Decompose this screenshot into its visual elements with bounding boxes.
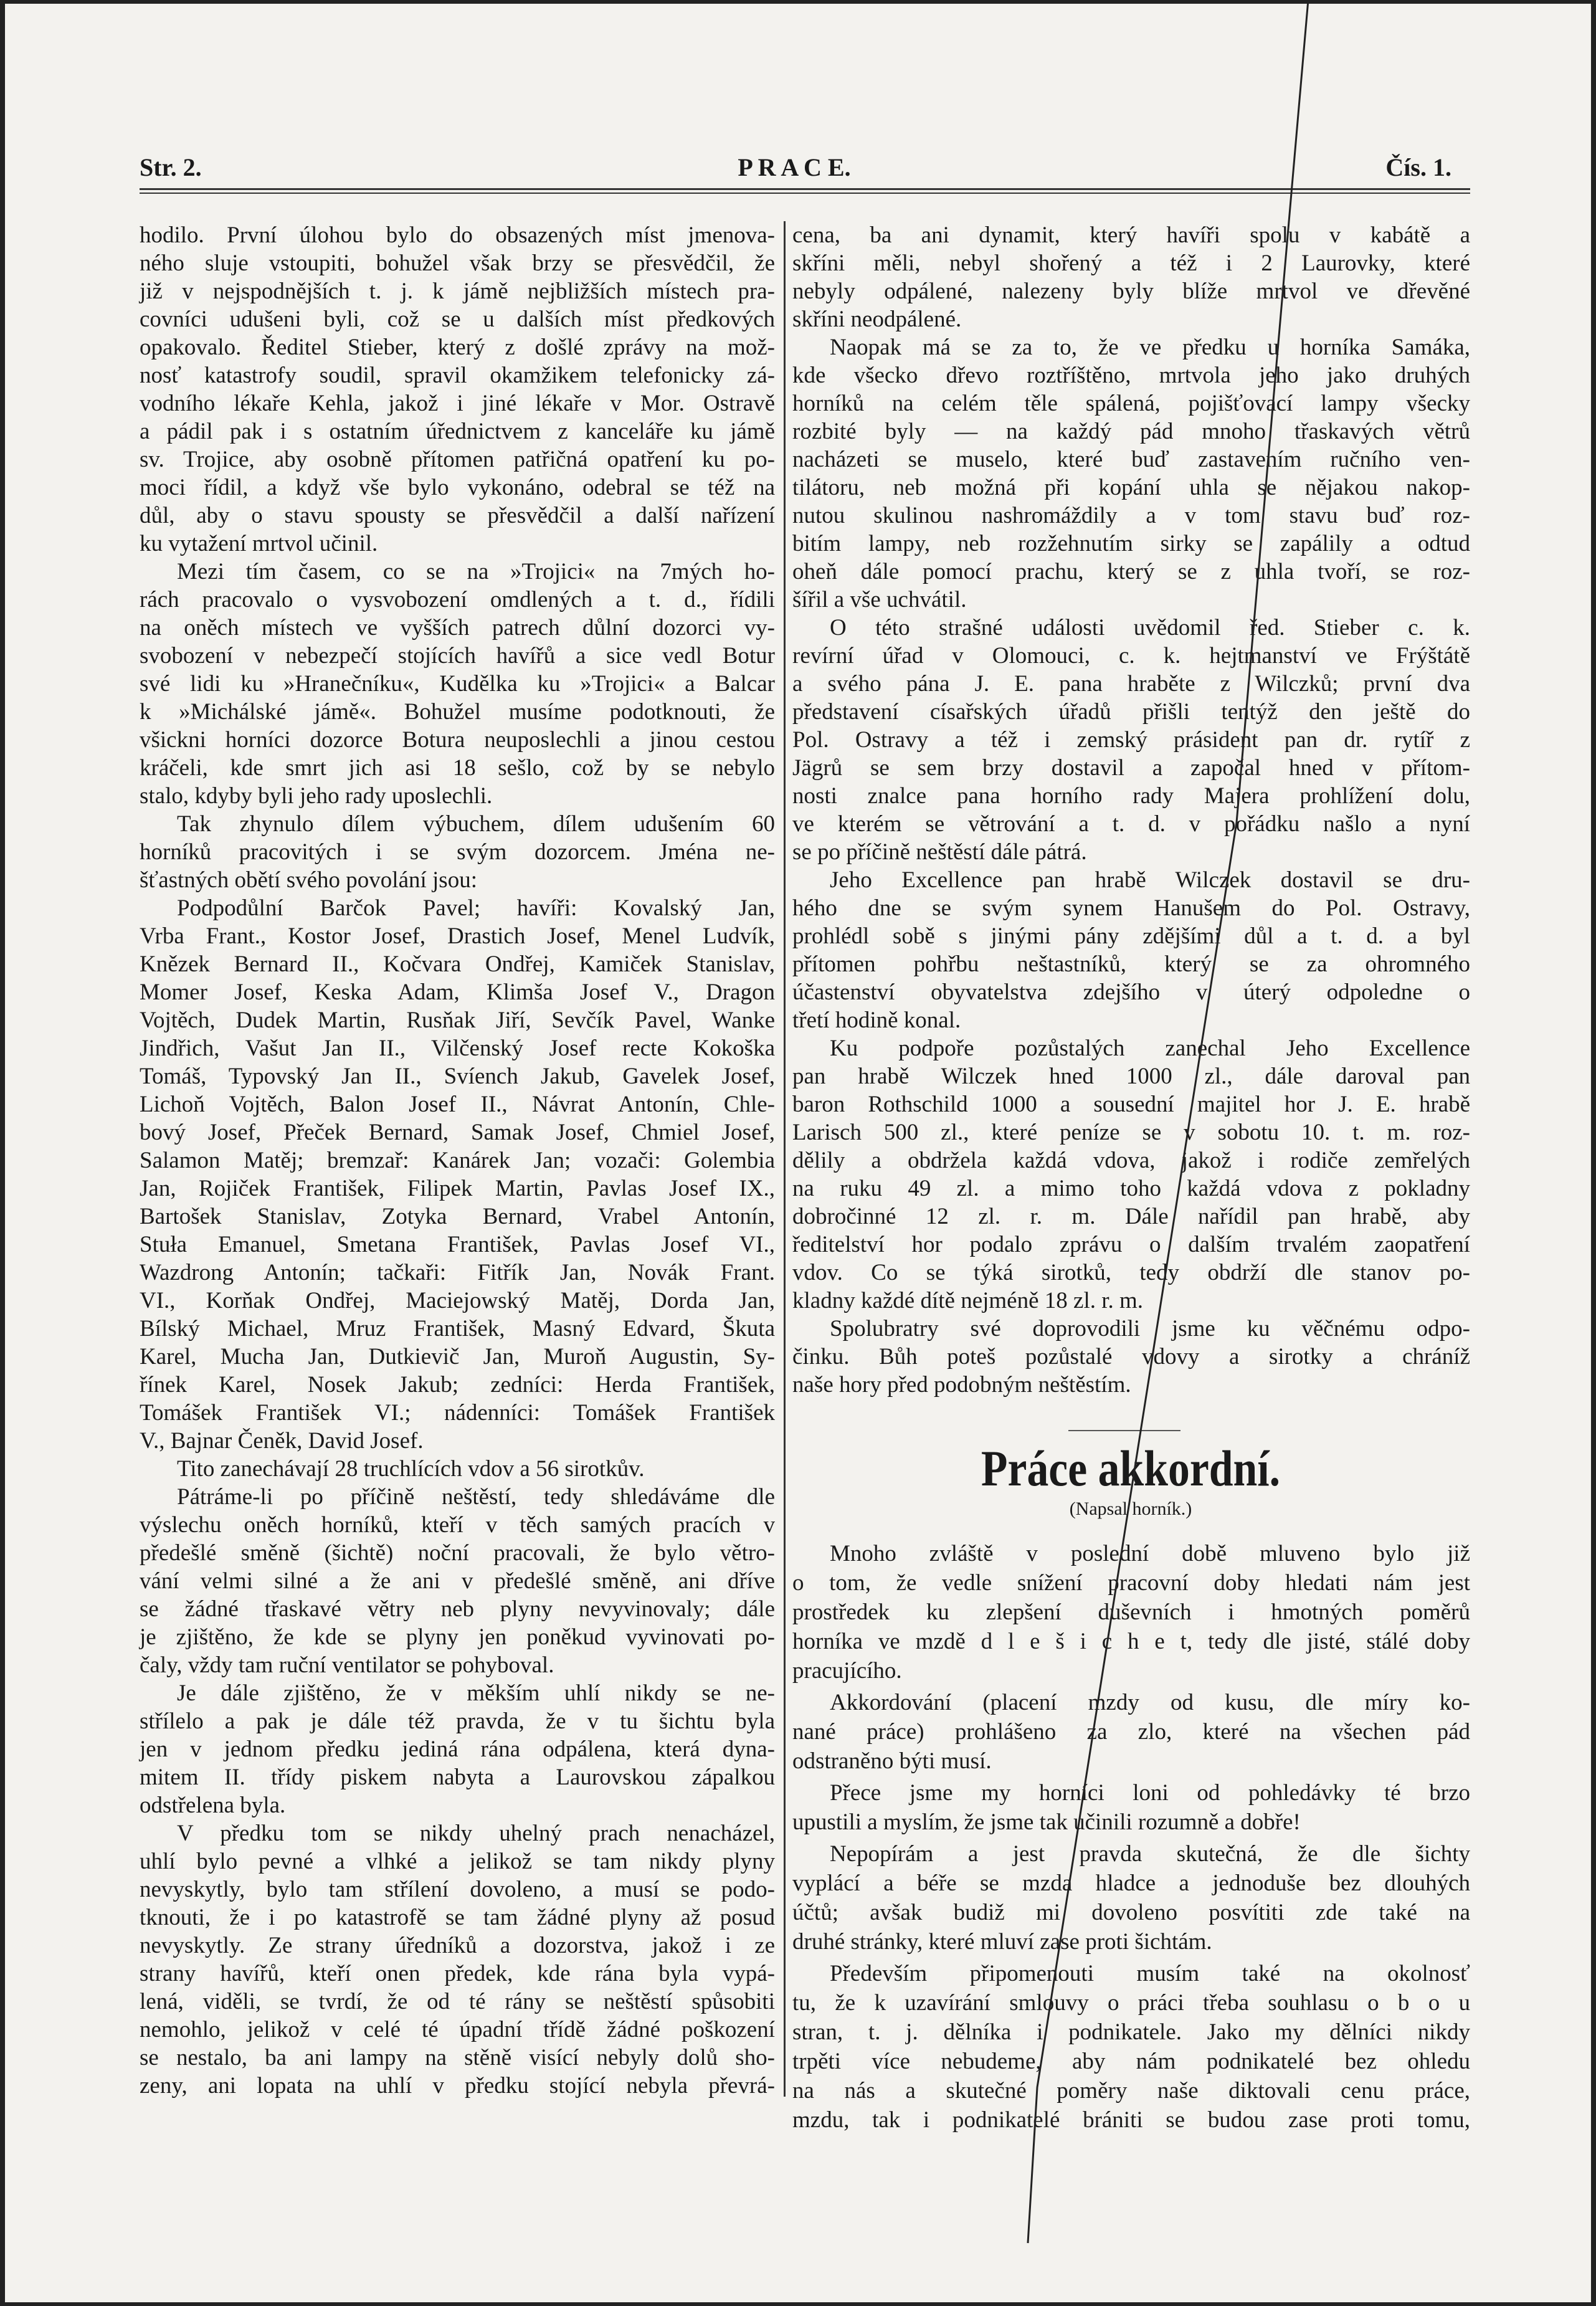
text-line: mzdu, tak i podnikatelé brániti se budou zase proti tomu, <box>792 2107 1470 2133</box>
text-line: prohlédl sobě s jinými pány zdějšími důl a t. d. a byl <box>792 923 1470 949</box>
text-line: cena, ba ani dynamit, který havíři spolu v kabátě a <box>792 222 1470 248</box>
text-line: V., Bajnar Čeněk, David Josef. <box>140 1428 424 1454</box>
text-line: hodilo. První úlohou bylo do obsazených míst jmenova- <box>140 222 775 248</box>
text-line: vání velmi silné a že ani v předešlé směně, ani dříve <box>140 1568 775 1594</box>
text-line: o tom, že vedle snížení pracovní doby hledati nám jest <box>792 1570 1470 1596</box>
text-line: baron Rothschild 1000 a sousední majitel hor J. E. hrabě <box>792 1092 1470 1117</box>
text-line: předešlé směně (šichtě) noční pracovali, že bylo větro- <box>140 1540 775 1566</box>
text-line: uhlí bylo pevné a vlhké a jelikož se tam nikdy plyny <box>140 1849 775 1874</box>
text-line: odstřelena byla. <box>140 1793 286 1818</box>
text-line: Přece jsme my horníci loni od pohledávky té brzo <box>830 1780 1470 1806</box>
text-line: nané práce) prohlášeno za zlo, které na všechen pád <box>792 1719 1470 1745</box>
text-line: šířil a vše uchvátil. <box>792 587 967 612</box>
text-line: bový Josef, Přeček Bernard, Samak Josef, Chmiel Josef, <box>140 1120 775 1145</box>
article-title: Práce akkordní. <box>981 1440 1281 1497</box>
text-line: se žádné třaskavé větry neb plyny nevyvinovaly; dále <box>140 1596 775 1622</box>
text-line: vdov. Co se týká sirotků, tedy obdrží dle stanov po- <box>792 1260 1470 1285</box>
text-line: Tomáš, Typovský Jan II., Svíench Jakub, Gavelek Josef, <box>140 1064 775 1089</box>
text-line: upustili a myslím, že jsme tak učinili rozumně a dobře! <box>792 1809 1301 1835</box>
text-line: Momer Josef, Keska Adam, Klimša Josef V., Dragon <box>140 979 775 1005</box>
text-line: Akkordování (placení mzdy od kusu, dle míry ko- <box>830 1690 1470 1715</box>
text-line: ředitelství hor podalo zprávu o dalším trvalém zaopatření <box>792 1232 1470 1257</box>
text-line: nevyskytly, bylo tam střílení dovoleno, a musí se podo- <box>140 1877 775 1902</box>
text-line: na oněch místech ve vyšších patrech důlní dozorci vy- <box>140 615 775 641</box>
text-line: Nepopírám a jest pravda skutečná, že dle šichty <box>830 1841 1470 1867</box>
text-line: bitím lampy, neb rozžehnutím sirky se zapálily a odtud <box>792 531 1470 556</box>
text-line: covníci udušeni byli, což se u dalších míst předkových <box>140 307 775 332</box>
text-line: horníků na celém těle spálená, pojišťovací lampy všecky <box>792 391 1470 416</box>
text-line: Salamon Matěj; bremzař: Kanárek Jan; vozači: Golembia <box>140 1148 775 1173</box>
text-line: Pol. Ostravy a též i zemský prásident pan dr. rytíř z <box>792 727 1470 753</box>
text-line: Jindřich, Vašut Jan II., Vilčenský Josef recte Kokoška <box>140 1036 775 1061</box>
text-line: Wazdrong Antonín; tačkaři: Fitřík Jan, Novák Frant. <box>140 1260 775 1285</box>
text-line: nosť katastrofy soudil, spravil okamžikem telefonicky zá- <box>140 363 775 388</box>
text-line: Bartošek Stanislav, Zotyka Bernard, Vrabel Antonín, <box>140 1204 775 1229</box>
text-line: Vojtěch, Dudek Martin, Rusňak Jiří, Sevčík Pavel, Wanke <box>140 1008 775 1033</box>
text-line: Pátráme-li po příčině neštěstí, tedy shledáváme dle <box>177 1484 775 1510</box>
text-line: strany havířů, kteří onen předek, kde rána byla vypá- <box>140 1961 775 1986</box>
text-line: se po příčině neštěstí dále pátrá. <box>792 839 1087 865</box>
text-line: VI., Korňak Ondřej, Maciejowský Matěj, Dorda Jan, <box>140 1288 775 1313</box>
text-line: Jägrů se sem brzy dostavil a započal hned v přítom- <box>792 755 1470 781</box>
text-line: Mezi tím časem, co se na »Trojici« na 7mých ho- <box>177 559 775 584</box>
text-line: ku vytažení mrtvol učinil. <box>140 531 378 556</box>
text-line: pracujícího. <box>792 1658 902 1684</box>
text-line: Tak zhynulo dílem výbuchem, dílem udušením 60 <box>177 811 775 837</box>
text-line: O této strašné události uvědomil řed. Stieber c. k. <box>830 615 1470 641</box>
text-line: stran, t. j. dělníka i podnikatele. Jako my dělníci nikdy <box>792 2019 1470 2045</box>
text-line: naše hory před podobným neštěstím. <box>792 1372 1131 1398</box>
text-line: Především připomenouti musím také na okolnosť <box>830 1961 1470 1986</box>
text-line: stalo, kdyby byli jeho rady uposlechli. <box>140 783 493 809</box>
text-line: Lichoň Vojtěch, Balon Josef II., Návrat Antonín, Chle- <box>140 1092 775 1117</box>
newspaper-title: P R A C E. <box>738 153 851 181</box>
text-line: Tomášek František VI.; nádenníci: Tomášek František <box>140 1400 775 1426</box>
text-line: odstraněno býti musí. <box>792 1748 992 1774</box>
text-line: a pádil pak i s ostatním úřednictvem z kanceláře ku jámě <box>140 419 775 444</box>
text-line: Mnoho zvláště v poslední době mluveno bylo již <box>830 1541 1470 1566</box>
text-line: Podpodůlní Barčok Pavel; havíři: Kovalský Jan, <box>177 895 775 921</box>
text-line: rách pracovalo o vysvobození omdlených a t. d., řídili <box>140 587 775 612</box>
text-line: oheň dále pomocí prachu, který se z uhla tvoří, se roz- <box>792 559 1470 584</box>
text-line: tilátoru, neb možná při kopání uhla se nějakou nakop- <box>792 475 1470 500</box>
text-line: Bílský Michael, Mruz František, Masný Edvard, Škuta <box>140 1316 775 1341</box>
text-line: dobročinné 12 zl. r. m. Dále nařídil pan hrabě, aby <box>792 1204 1470 1229</box>
text-line: své lidi ku »Hranečníku«, Kudělka ku »Trojici« a Balcar <box>140 671 775 697</box>
article-byline: (Napsal horník.) <box>1069 1498 1192 1519</box>
text-line: Larisch 500 zl., které peníze se v sobotu 10. t. m. roz- <box>792 1120 1470 1145</box>
text-line: je zjištěno, že kde se plyny jen poněkud vyvinovati po- <box>140 1624 775 1650</box>
text-line: k »Michálské jámě«. Bohužel musíme podotknouti, že <box>140 699 775 725</box>
text-line: rozbité byly — na každý pád mnoho třaskavých větrů <box>792 419 1470 444</box>
text-line: Naopak má se za to, že ve předku u horníka Samáka, <box>830 335 1470 360</box>
text-line: horníka ve mzdě d l e š i c h e t, tedy dle jisté, stálé doby <box>792 1629 1470 1654</box>
text-line: lená, viděli, se tvrdí, že od té rány se neštěstí spůsobiti <box>140 1989 775 2014</box>
text-line: svobození v nebezpečí stojících havířů a sice vedl Botur <box>140 643 775 669</box>
text-line: nutou skulinou nashromáždily a v tom stavu buď roz- <box>792 503 1470 528</box>
text-line: na ruku 49 zl. a mimo toho každá vdova z pokladny <box>792 1176 1470 1201</box>
text-line: hého dne se svým synem Hanušem do Pol. Ostravy, <box>792 895 1470 921</box>
text-line: Jan, Rojiček František, Filipek Martin, Pavlas Josef IX., <box>140 1176 775 1201</box>
text-line: zeny, ani lopata na uhlí v předku stojící nebyla převrá- <box>140 2073 775 2099</box>
text-line: přítomen pohřbu neštastníků, který se za ohromného <box>792 951 1470 977</box>
text-line: tu, že k uzavírání smlouvy o práci třeba souhlasu o b o u <box>792 1990 1470 2016</box>
text-line: nosti znalce pana horního rady Majera prohlížení dolu, <box>792 783 1470 809</box>
text-line: Vrba Frant., Kostor Josef, Drastich Josef, Menel Ludvík, <box>140 923 775 949</box>
text-line: nevyskytly. Ze strany úředníků a dozorstva, jakož i ze <box>140 1933 775 1958</box>
text-line: vyplácí a béře se mzda hladce a jednoduše bez dlouhých <box>792 1870 1470 1896</box>
text-line: výslechu oněch horníků, kteří v těch samých pracích v <box>140 1512 775 1538</box>
text-line: tknouti, že i po katastrofě se tam žádné plyny až posud <box>140 1905 775 1930</box>
text-line: sv. Trojice, aby osobně přítomen patřičná opatření ku po- <box>140 447 775 472</box>
text-line: revírní úřad v Olomouci, c. k. hejtmanství ve Frýštátě <box>792 643 1470 669</box>
text-line: Karel, Mucha Jan, Dutkievič Jan, Muroň Augustin, Sy- <box>140 1344 775 1370</box>
text-line: jen v jednom předku jediná rána odpálena, která dyna- <box>140 1737 775 1762</box>
text-line: Tito zanechávají 28 truchlících vdov a 56 sirotkův. <box>177 1456 645 1482</box>
text-line: činku. Bůh poteš pozůstalé vdovy a sirotky a chráníž <box>792 1344 1470 1370</box>
text-line: opakovalo. Ředitel Stieber, který z došlé zprávy na mož- <box>140 335 775 360</box>
text-line: řínek Karel, Nosek Jakub; zedníci: Herda František, <box>140 1372 775 1398</box>
text-line: nebyly odpálené, nalezeny byly blíže mrtvol ve dřevěné <box>792 279 1470 304</box>
text-line: Ku podpoře pozůstalých zanechal Jeho Excellence <box>830 1036 1470 1061</box>
text-line: moci řídil, a když vše bylo vykonáno, odebral se též na <box>140 475 775 500</box>
text-line: a svého pána J. E. pana hraběte z Wilczků; první dva <box>792 671 1470 697</box>
text-line: horníků pracovitých i se svým dozorcem. Jména ne- <box>140 839 775 865</box>
issue-number: Čís. 1. <box>1385 153 1451 181</box>
text-line: skříni měli, nebyl shořený a též i 2 Laurovky, které <box>792 250 1470 276</box>
text-line: skříni neodpálené. <box>792 307 962 332</box>
text-line: důl, aby o stavu spousty se přesvědčil a další nařízení <box>140 503 775 528</box>
text-line: třetí hodině konal. <box>792 1008 961 1033</box>
text-line: čaly, vždy tam ruční ventilator se pohyboval. <box>140 1652 554 1678</box>
text-line: již v nejspodnějších t. j. k jámě nejbližších místech pra- <box>140 279 775 304</box>
text-line: účastenství obyvatelstva zdejšího v úterý odpoledne o <box>792 979 1470 1005</box>
text-line: na nás a skutečné poměry naše diktovali cenu práce, <box>792 2078 1470 2104</box>
text-line: Stuła Emanuel, Smetana František, Pavlas Josef VI., <box>140 1232 775 1257</box>
text-line: druhé stránky, které mluví zase proti šichtám. <box>792 1929 1212 1955</box>
text-line: šťastných obětí svého povolání jsou: <box>140 867 477 893</box>
text-line: nacházeti se muselo, které buď zastavením ručního ven- <box>792 447 1470 472</box>
text-line: všickni horníci dozorce Botura neuposlechli a jinou cestou <box>140 727 775 753</box>
text-line: účtů; avšak budiž mi dovoleno posvítiti zde také na <box>792 1900 1470 1925</box>
text-line: prostředek ku zlepšení duševních i hmotných poměrů <box>792 1599 1470 1625</box>
text-line: kladny každé dítě nejméně 18 zl. r. m. <box>792 1288 1144 1313</box>
text-line: vodního lékaře Kehla, jakož i jiné lékaře v Mor. Ostravě <box>140 391 775 416</box>
text-line: Je dále zjištěno, že v měkším uhlí nikdy se ne- <box>177 1680 775 1706</box>
text-line: mitem II. třídy piskem nabyta a Laurovskou zápalkou <box>140 1765 775 1790</box>
text-line: Knězek Bernard II., Kočvara Ondřej, Kamiček Stanislav, <box>140 951 775 977</box>
text-line: Jeho Excellence pan hrabě Wilczek dostavil se dru- <box>830 867 1470 893</box>
text-line: se nestalo, ba ani lampy na stěně visící nebyly dolů sho- <box>140 2045 775 2070</box>
text-line: pan hrabě Wilczek hned 1000 zl., dále daroval pan <box>792 1064 1470 1089</box>
text-line: ve kterém se větrování a t. d. v pořádku našlo a nyní <box>792 811 1470 837</box>
text-line: kde všecko dřevo roztříštěno, mrtvola jeho jako druhých <box>792 363 1470 388</box>
text-line: trpěti více nebudeme, aby nám podnikatelé bez ohledu <box>792 2049 1470 2074</box>
text-line: Spolubratry své doprovodili jsme ku věčnému odpo- <box>830 1316 1470 1341</box>
page-number: Str. 2. <box>140 153 202 181</box>
text-line: nemohlo, jelikož v celé té úpadní třídě žádné poškození <box>140 2017 775 2042</box>
text-line: V předku tom se nikdy uhelný prach nenacházel, <box>177 1821 775 1846</box>
text-line: střílelo a pak je dále též pravda, že v tu šichtu byla <box>140 1708 775 1734</box>
text-line: dělily a obdržela každá vdova, jakož i rodiče zemřelých <box>792 1148 1470 1173</box>
text-line: představení císařských úřadů přišli tentýž den ještě do <box>792 699 1470 725</box>
text-line: ného sluje vstoupiti, bohužel však brzy se přesvědčil, že <box>140 250 775 276</box>
text-line: kráčeli, kde smrt jich asi 18 sešlo, což by se nebylo <box>140 755 775 781</box>
